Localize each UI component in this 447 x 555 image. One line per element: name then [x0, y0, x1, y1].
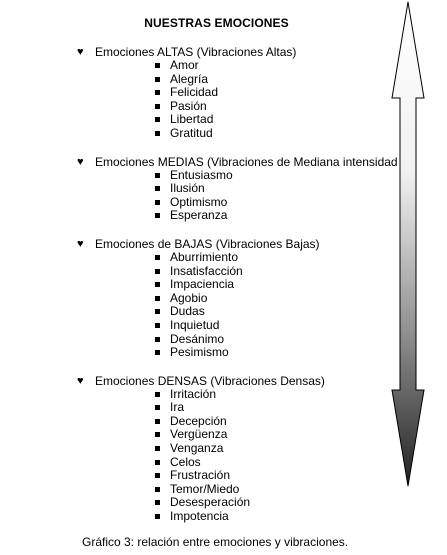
- list-item: [0, 73, 400, 87]
- vibration-scale-arrow: [390, 0, 430, 490]
- square-bullet-icon: [155, 432, 160, 437]
- list-item: [0, 265, 400, 279]
- square-bullet-icon: [155, 117, 160, 122]
- section-heading-text: Emociones de BAJAS (Vibraciones Bajas): [95, 236, 320, 251]
- square-bullet-icon: [155, 282, 160, 287]
- emotion-label: Esperanza: [170, 208, 228, 223]
- emotion-label: Venganza: [170, 441, 224, 456]
- emotion-label: Felicidad: [170, 85, 219, 100]
- list-item: [0, 333, 400, 347]
- section-spacer: [0, 223, 400, 237]
- square-bullet-icon: [155, 460, 160, 465]
- square-bullet-icon: [155, 269, 160, 274]
- emotion-label: Frustración: [170, 468, 231, 483]
- emotion-label: Pasión: [170, 98, 207, 113]
- list-item: [0, 59, 400, 73]
- emotion-label: Ilusión: [170, 181, 205, 196]
- list-item: [0, 469, 400, 483]
- emotion-label: Dudas: [170, 304, 205, 319]
- square-bullet-icon: [155, 131, 160, 136]
- list-item: [0, 127, 400, 141]
- emotion-label: Irritación: [170, 386, 217, 401]
- square-bullet-icon: [155, 104, 160, 109]
- list-item: [0, 292, 400, 306]
- section-heading-text: Emociones DENSAS (Vibraciones Densas): [95, 373, 325, 388]
- list-item: [0, 483, 400, 497]
- emotion-label: Desánimo: [170, 331, 225, 346]
- emotion-section: [0, 45, 400, 141]
- list-item: [0, 415, 400, 429]
- square-bullet-icon: [155, 213, 160, 218]
- emotion-label: Ira: [170, 400, 185, 415]
- list-item: [0, 346, 400, 360]
- list-item: [0, 182, 400, 196]
- figure-caption: Gráfico 3: relación entre emociones y vibraciones.: [82, 535, 349, 549]
- square-bullet-icon: [155, 309, 160, 314]
- double-arrow-icon: [390, 0, 430, 490]
- emotion-label: Impaciencia: [170, 277, 235, 292]
- square-bullet-icon: [155, 90, 160, 95]
- section-heading: [0, 155, 400, 169]
- emotion-label: Decepción: [170, 413, 227, 428]
- square-bullet-icon: [155, 446, 160, 451]
- emotion-label: Celos: [170, 454, 201, 469]
- list-item: [0, 196, 400, 210]
- list-item: [0, 456, 400, 470]
- square-bullet-icon: [155, 487, 160, 492]
- emotion-label: Impotencia: [170, 509, 229, 524]
- emotion-label: Gratitud: [170, 125, 213, 140]
- list-item: [0, 86, 400, 100]
- square-bullet-icon: [155, 473, 160, 478]
- list-item: [0, 305, 400, 319]
- emotion-label: Amor: [170, 58, 199, 72]
- emotion-label: Agobio: [170, 290, 208, 305]
- square-bullet-icon: [155, 323, 160, 328]
- list-item: [0, 428, 400, 442]
- emotion-section: [0, 237, 400, 360]
- list-item: [0, 209, 400, 223]
- emotion-section: [0, 155, 400, 223]
- heart-icon: ♥: [77, 46, 84, 58]
- square-bullet-icon: [155, 419, 160, 424]
- emotion-label: Aburrimiento: [170, 249, 239, 264]
- list-item: [0, 319, 400, 333]
- square-bullet-icon: [155, 77, 160, 82]
- emotion-label: Optimismo: [170, 194, 228, 209]
- section-heading: [0, 45, 400, 59]
- emotion-label: Temor/Miedo: [170, 481, 240, 496]
- emotion-items: [0, 388, 400, 524]
- square-bullet-icon: [155, 500, 160, 505]
- square-bullet-icon: [155, 405, 160, 410]
- heart-icon: ♥: [77, 237, 84, 250]
- list-item: [0, 442, 400, 456]
- emotion-label: Libertad: [170, 112, 214, 127]
- list-item: [0, 510, 400, 524]
- section-heading-text: Emociones ALTAS (Vibraciones Altas): [95, 45, 297, 59]
- square-bullet-icon: [155, 296, 160, 301]
- emotion-items: [0, 251, 400, 360]
- square-bullet-icon: [155, 337, 160, 342]
- emotion-label: Vergüenza: [170, 427, 228, 442]
- heart-icon: ♥: [77, 374, 84, 387]
- list-item: [0, 496, 400, 510]
- square-bullet-icon: [155, 186, 160, 191]
- section-heading: [0, 374, 400, 388]
- emotion-items: [0, 169, 400, 223]
- emotion-label: Pesimismo: [170, 345, 229, 360]
- list-item: [0, 388, 400, 402]
- emotion-label: Entusiasmo: [170, 167, 233, 182]
- section-spacer: [0, 360, 400, 374]
- square-bullet-icon: [155, 255, 160, 260]
- section-spacer: [0, 141, 400, 155]
- square-bullet-icon: [155, 392, 160, 397]
- emotion-items: [0, 59, 400, 141]
- square-bullet-icon: [155, 350, 160, 355]
- list-item: [0, 251, 400, 265]
- list-item: [0, 278, 400, 292]
- emotion-label: Desesperación: [170, 495, 251, 510]
- page-title: NUESTRAS EMOCIONES: [144, 16, 289, 30]
- list-item: [0, 100, 400, 114]
- emotion-label: Inquietud: [170, 317, 220, 332]
- section-heading-text: Emociones MEDIAS (Vibraciones de Mediana intensidad: [95, 154, 398, 169]
- square-bullet-icon: [155, 173, 160, 178]
- list-item: [0, 401, 400, 415]
- emotion-label: Alegría: [170, 71, 209, 86]
- square-bullet-icon: [155, 63, 160, 68]
- section-heading: [0, 237, 400, 251]
- emotion-label: Insatisfacción: [170, 263, 243, 278]
- square-bullet-icon: [155, 200, 160, 205]
- list-item: [0, 169, 400, 183]
- heart-icon: ♥: [77, 155, 84, 168]
- emotions-list: [0, 45, 400, 524]
- emotion-section: [0, 374, 400, 524]
- square-bullet-icon: [155, 514, 160, 519]
- list-item: [0, 113, 400, 127]
